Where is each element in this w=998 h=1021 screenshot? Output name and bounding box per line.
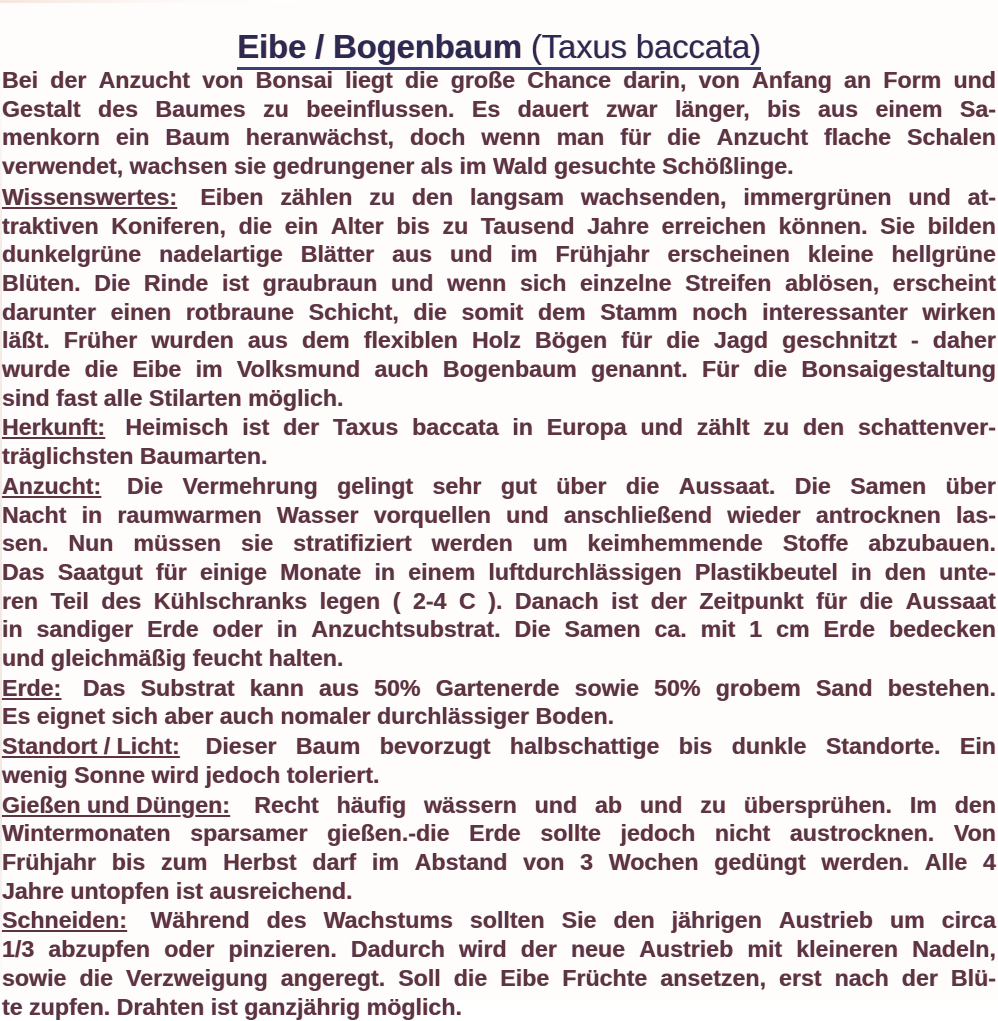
intro-paragraph bbox=[2, 66, 996, 181]
section-heading: Anzucht: bbox=[2, 472, 101, 501]
text-line: Gestalt des Baumes zu beeinflussen. Es dauert zwar länger, bis aus einem Sa- bbox=[2, 95, 996, 124]
page-title-latin-name: (Taxus baccata) bbox=[522, 28, 761, 65]
text-line bbox=[2, 413, 996, 442]
text-line: in sandiger Erde oder in Anzuchtsubstrat. Die Samen ca. mit 1 cm Erde bedecken bbox=[2, 615, 996, 644]
text-line bbox=[2, 472, 996, 501]
text-line: verwendet, wachsen sie gedrungener als im Wald gesuchte Schößlinge. bbox=[2, 152, 996, 181]
text-line: menkorn ein Baum heranwächst, doch wenn man für die Anzucht flache Schalen bbox=[2, 123, 996, 152]
text-line: darunter einen rotbraune Schicht, die somit dem Stamm noch interessanter wirken bbox=[2, 298, 996, 327]
text-line: Nacht in raumwarmen Wasser vorquellen und anschließend wieder antrocknen las- bbox=[2, 501, 996, 530]
title-block bbox=[0, 0, 998, 54]
section-paragraph bbox=[2, 183, 996, 413]
page-title-common-name: Eibe / Bogenbaum bbox=[237, 28, 522, 65]
section-first-line-text: Recht häufig wässern und ab und zu übersprühen. Im den bbox=[230, 791, 996, 820]
text-line: läßt. Früher wurden aus dem flexiblen Holz Bögen für die Jagd geschnitzt - daher bbox=[2, 326, 996, 355]
section-heading: Erde: bbox=[2, 674, 61, 703]
text-line bbox=[2, 791, 996, 820]
text-line: Blüten. Die Rinde ist graubraun und wenn sich einzelne Streifen ablösen, erscheint bbox=[2, 269, 996, 298]
section-paragraph bbox=[2, 674, 996, 731]
document-body bbox=[0, 66, 998, 1021]
text-line: sen. Nun müssen sie stratifiziert werden um keimhemmende Stoffe abzubauen. bbox=[2, 529, 996, 558]
section-heading: Standort / Licht: bbox=[2, 732, 180, 761]
scan-edge-artifact-left bbox=[0, 60, 2, 1000]
text-line: wenig Sonne wird jedoch toleriert. bbox=[2, 761, 996, 790]
section-paragraph bbox=[2, 413, 996, 470]
text-line: dunkelgrüne nadelartige Blätter aus und im Frühjahr erscheinen kleine hellgrüne bbox=[2, 240, 996, 269]
section-heading: Schneiden: bbox=[2, 906, 127, 935]
text-line: Jahre untopfen ist ausreichend. bbox=[2, 877, 996, 906]
section-first-line-text: Die Vermehrung gelingt sehr gut über die Aussaat. Die Samen über bbox=[101, 472, 996, 501]
text-line: Es eignet sich aber auch nomaler durchlässiger Boden. bbox=[2, 702, 996, 731]
section-paragraph bbox=[2, 472, 996, 673]
text-line: träglichsten Baumarten. bbox=[2, 442, 996, 471]
section-first-line-text: Eiben zählen zu den langsam wachsenden, immergrünen und at- bbox=[177, 183, 996, 212]
text-line: wurde die Eibe im Volksmund auch Bogenbaum genannt. Für die Bonsaigestaltung bbox=[2, 355, 996, 384]
text-line: traktiven Koniferen, die ein Alter bis zu Tausend Jahre erreichen können. Sie bilden bbox=[2, 212, 996, 241]
section-paragraph bbox=[2, 732, 996, 789]
text-line: 1/3 abzupfen oder pinzieren. Dadurch wird der neue Austrieb mit kleineren Nadeln, bbox=[2, 935, 996, 964]
page-title bbox=[237, 28, 761, 70]
section-first-line-text: Heimisch ist der Taxus baccata in Europa und zählt zu den schattenver- bbox=[105, 413, 996, 442]
text-line: Frühjahr bis zum Herbst darf im Abstand von 3 Wochen gedüngt werden. Alle 4 bbox=[2, 848, 996, 877]
section-heading: Gießen und Düngen: bbox=[2, 791, 230, 820]
section-heading: Herkunft: bbox=[2, 413, 105, 442]
text-line: sind fast alle Stilarten möglich. bbox=[2, 384, 996, 413]
text-line: Wintermonaten sparsamer gießen.-die Erde sollte jedoch nicht austrocknen. Von bbox=[2, 819, 996, 848]
text-line: und gleichmäßig feucht halten. bbox=[2, 644, 996, 673]
sections-container bbox=[2, 183, 996, 1021]
text-line bbox=[2, 183, 996, 212]
section-paragraph bbox=[2, 906, 996, 1021]
section-first-line-text: Während des Wachstums sollten Sie den jährigen Austrieb um circa bbox=[127, 906, 996, 935]
section-first-line-text: Dieser Baum bevorzugt halbschattige bis dunkle Standorte. Ein bbox=[180, 732, 996, 761]
text-line: Bei der Anzucht von Bonsai liegt die große Chance darin, von Anfang an Form und bbox=[2, 66, 996, 95]
text-line bbox=[2, 906, 996, 935]
text-line bbox=[2, 732, 996, 761]
text-line: ren Teil des Kühlschranks legen ( 2-4 C ). Danach ist der Zeitpunkt für die Aussaat bbox=[2, 587, 996, 616]
scan-edge-artifact-top bbox=[0, 0, 300, 3]
text-line bbox=[2, 674, 996, 703]
text-line: sowie die Verzweigung angeregt. Soll die Eibe Früchte ansetzen, erst nach der Blü- bbox=[2, 964, 996, 993]
section-paragraph bbox=[2, 791, 996, 906]
section-heading: Wissenswertes: bbox=[2, 183, 177, 212]
section-first-line-text: Das Substrat kann aus 50% Gartenerde sowie 50% grobem Sand bestehen. bbox=[61, 674, 996, 703]
text-line: Das Saatgut für einige Monate in einem luftdurchlässigen Plastikbeutel in den unte- bbox=[2, 558, 996, 587]
text-line: te zupfen. Drahten ist ganzjährig möglich. bbox=[2, 993, 996, 1021]
